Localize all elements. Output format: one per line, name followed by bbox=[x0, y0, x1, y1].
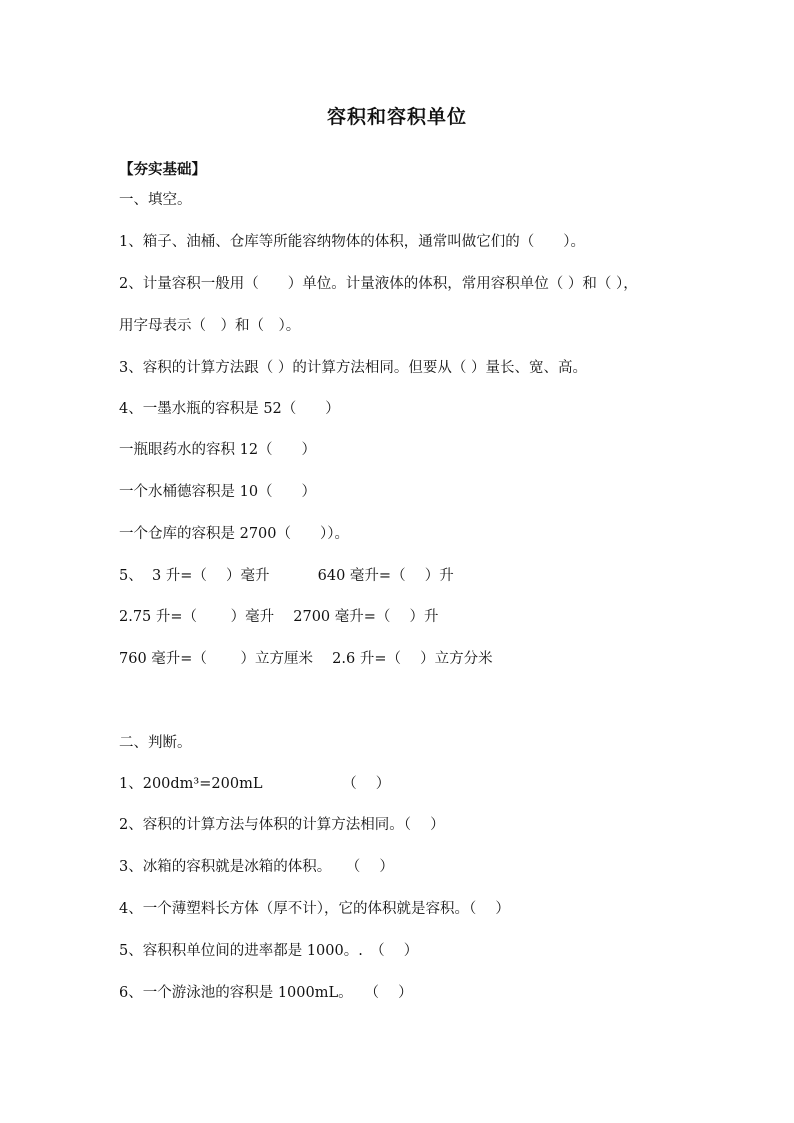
part2-statement-2: 2、容积的计算方法与体积的计算方法相同。（ ） bbox=[119, 817, 445, 833]
part2-statement-6: 6、一个游泳池的容积是 1000mL。 （ ） bbox=[119, 985, 413, 1001]
part1-question-2-continued: 用字母表示（ ）和（ ）。 bbox=[119, 318, 301, 334]
part1-question-4c: 一个水桶德容积是 10（ ） bbox=[119, 484, 317, 500]
section-label: 【夯实基础】 bbox=[119, 161, 206, 178]
part1-question-5b: 2.75 升=（ ）毫升 2700 毫升=（ ）升 bbox=[119, 609, 439, 625]
part1-question-4a: 4、一墨水瓶的容积是 52（ ） bbox=[119, 401, 340, 417]
part1-question-1: 1、箱子、油桶、仓库等所能容纳物体的体积，通常叫做它们的（ ）。 bbox=[119, 234, 585, 250]
part2-heading: 二、判断。 bbox=[119, 735, 192, 751]
part2-statement-4: 4、一个薄塑料长方体（厚不计），它的体积就是容积。（ ） bbox=[119, 901, 510, 917]
part1-question-2: 2、计量容积一般用（ ）单位。计量液体的体积，常用容积单位（ ）和（ ）， bbox=[119, 276, 638, 292]
part1-question-5a: 5、 3 升=（ ）毫升 640 毫升=（ ）升 bbox=[119, 568, 454, 584]
part1-question-3: 3、容积的计算方法跟（ ）的计算方法相同。但要从（ ）量长、宽、高。 bbox=[119, 360, 587, 376]
worksheet-title: 容积和容积单位 bbox=[326, 106, 467, 128]
part1-question-4b: 一瓶眼药水的容积 12（ ） bbox=[119, 442, 317, 458]
part2-statement-1: 1、200dm³=200mL （ ） bbox=[119, 776, 391, 792]
part2-statement-3: 3、冰箱的容积就是冰箱的体积。 （ ） bbox=[119, 859, 394, 875]
part1-question-5c: 760 毫升=（ ）立方厘米 2.6 升=（ ）立方分米 bbox=[119, 651, 493, 667]
part1-heading: 一、填空。 bbox=[119, 192, 192, 208]
part2-statement-5: 5、容积积单位间的进率都是 1000。. （ ） bbox=[119, 943, 419, 959]
part1-question-4d: 一个仓库的容积是 2700（ ））。 bbox=[119, 526, 350, 542]
